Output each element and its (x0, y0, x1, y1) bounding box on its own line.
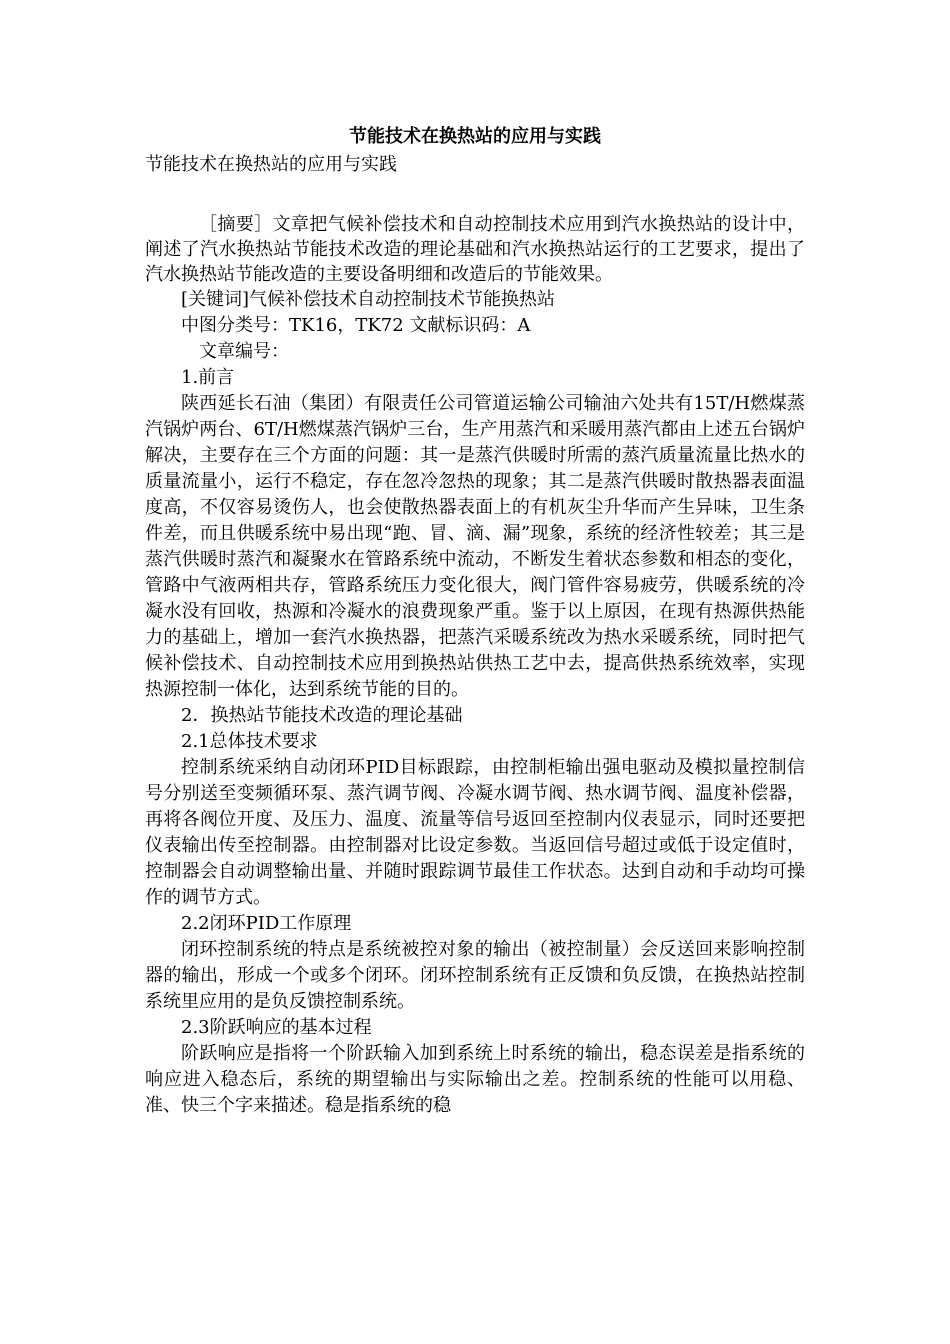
section-body-closed-loop-pid: 闭环控制系统的特点是系统被控对象的输出（被控制量）会反送回来影响控制器的输出，形成一个或多个闭环。闭环控制系统有正反馈和负反馈，在换热站控制系统里应用的是负反馈控制系统。 (145, 939, 805, 1012)
section-heading-theory: 2．换热站节能技术改造的理论基础 (181, 705, 463, 726)
section-body-step-response: 阶跃响应是指将一个阶跃输入加到系统上时系统的输出，稳态误差是指系统的响应进入稳态后，系统的期望输出与实际输出之差。控制系统的性能可以用稳、准、快三个字来描述。稳是指系统的稳 (145, 1043, 805, 1116)
classification-line: 中图分类号：TK16，TK72 文献标识码：A (181, 315, 531, 336)
section-heading-intro: 1.前言 (181, 367, 235, 388)
abstract-paragraph: ［摘要］文章把气候补偿技术和自动控制技术应用到汽水换热站的设计中，阐述了汽水换热站节能技术改造的理论基础和汽水换热站运行的工艺要求，提出了汽水换热站节能改造的主要设备明细和改造后的节能效果。 (145, 214, 805, 285)
section-body-overall-requirements: 控制系统采纳自动闭环PID目标跟踪，由控制柜输出强电驱动及模拟量控制信号分别送至变频循环泵、蒸汽调节阀、冷凝水调节阀、热水调节阀、温度补偿器，再将各阀位开度、及压力、温度、流量等信号返回至控制内仪表显示，同时还要把仪表输出传至控制器。由控制器对比设定参数。当返回信号超过或低于设定值时，控制器会自动调整输出量、并随时跟踪调节最佳工作状态。达到自动和手动均可操作的调节方式。 (145, 757, 805, 908)
document-page (145, 122, 805, 1119)
document-subtitle: 节能技术在换热站的应用与实践 (145, 154, 397, 175)
section-heading-overall-requirements: 2.1总体技术要求 (181, 731, 318, 752)
keywords-line: [关键词]气候补偿技术自动控制技术节能换热站 (181, 289, 556, 310)
document-title: 节能技术在换热站的应用与实践 (349, 126, 601, 147)
article-number-line: 文章编号： (199, 341, 289, 362)
section-body-intro: 陕西延长石油（集团）有限责任公司管道运输公司输油六处共有15T/H燃煤蒸汽锅炉两台、6T/H燃煤蒸汽锅炉三台，生产用蒸汽和采暖用蒸汽都由上述五台锅炉解决，主要存在三个方面的问题：其一是蒸汽供暖时所需的蒸汽质量流量比热水的质量流量小，运行不稳定，存在忽冷忽热的现象；其二是蒸汽供暖时散热器表面温度高，不仅容易烫伤人，也会使散热器表面上的有机灰尘升华而产生异味，卫生条件差，而且供暖系统中易出现“跑、冒、滴、漏”现象，系统的经济性较差；其三是蒸汽供暖时蒸汽和凝聚水在管路系统中流动，不断发生着状态参数和相态的变化，管路中气液两相共存，管路系统压力变化很大，阀门管件容易疲劳，供暖系统的冷凝水没有回收，热源和冷凝水的浪费现象严重。鉴于以上原因，在现有热源供热能力的基础上，增加一套汽水换热器，把蒸汽采暖系统改为热水采暖系统，同时把气候补偿技术、自动控制技术应用到换热站供热工艺中去，提高供热系统效率，实现热源控制一体化，达到系统节能的目的。 (145, 393, 805, 700)
section-heading-closed-loop-pid: 2.2闭环PID工作原理 (181, 913, 352, 934)
section-heading-step-response: 2.3阶跃响应的基本过程 (181, 1017, 372, 1038)
